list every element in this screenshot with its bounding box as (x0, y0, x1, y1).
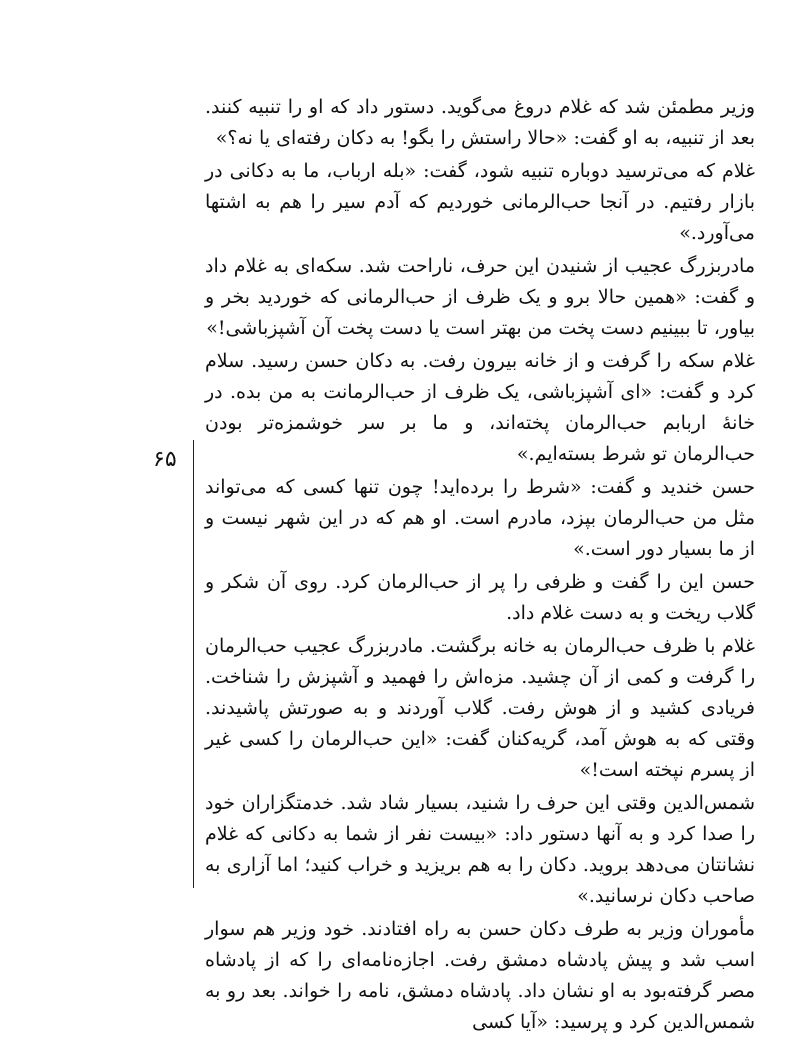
paragraph-9: مأموران وزیر به طرف دکان حسن به راه افتادند. خود وزیر هم سوار اسب شد و پیش پادشاه دمشق رفت. اجازه‌نامه‌ای را که از پادشاه مصر گرفته‌بود به او نشان داد. پادشاه دمشق، نامه را خواند. بعد رو به شمس‌الدین کرد و پرسید: «آیا کسی (205, 918, 755, 1033)
paragraph-2: غلام که می‌ترسید دوباره تنبیه شود، گفت: «بله ارباب، ما به دکانی در بازار رفتیم. در آنجا حب‌الرمانی خوردیم که آدم سیر را هم به اشتها می‌آورد.» (205, 160, 755, 244)
body-text (205, 92, 755, 1040)
paragraph-6: حسن این را گفت و ظرفی را پر از حب‌الرمان کرد. روی آن شکر و گلاب ریخت و به دست غلام داد. (205, 571, 755, 624)
paragraph-3: مادربزرگ عجیب از شنیدن این حرف، ناراحت شد. سکه‌ای به غلام داد و گفت: «همین حالا برو و یک ظرف از حب‌الرمانی که خوردید بخر و بیاور، تا ببینیم دست پخت من بهتر است یا دست پخت آن آشپزباشی!» (205, 255, 755, 339)
paragraph-5: حسن خندید و گفت: «شرط را برده‌اید! چون تنها کسی که می‌تواند مثل من حب‌الرمان بپزد، مادرم است. او هم که در این شهر نیست و از ما بسیار دور است.» (205, 476, 755, 560)
page-number: ۶۵ (153, 447, 177, 472)
margin-rule-divider (193, 440, 194, 888)
paragraph-7: غلام با ظرف حب‌الرمان به خانه برگشت. مادربزرگ عجیب حب‌الرمان را گرفت و کمی از آن چشید. مزه‌اش را فهمید و آشپزش را شناخت. فریادی کشید و از هوش رفت. گلاب آوردند و به صورتش پاشیدند. وقتی که به هوش آمد، گریه‌کنان گفت: «این حب‌الرمان را کسی غیر از پسرم نپخته است!» (205, 635, 755, 781)
paragraph-8: شمس‌الدین وقتی این حرف را شنید، بسیار شاد شد. خدمتگزاران خود را صدا کرد و به آنها دستور داد: «بیست نفر از شما به دکانی که غلام نشانتان می‌دهد بروید. دکان را به هم بریزید و خراب کنید؛ اما آزاری به صاحب دکان نرسانید.» (205, 792, 755, 907)
paragraph-4: غلام سکه را گرفت و از خانه بیرون رفت. به دکان حسن رسید. سلام کرد و گفت: «ای آشپزباشی، یک ظرف از حب‌الرمانت به من بده. در خانهٔ اربابم حب‌الرمان پخته‌اند، و ما بر سر خوشمزه‌تر بودن حب‌الرمان تو شرط بسته‌ایم.» (205, 350, 755, 465)
paragraph-1: وزیر مطمئن شد که غلام دروغ می‌گوید. دستور داد که او را تنبیه کنند. بعد از تنبیه، به او گفت: «حالا راستش را بگو! به دکان رفته‌ای یا نه؟» (205, 96, 755, 149)
